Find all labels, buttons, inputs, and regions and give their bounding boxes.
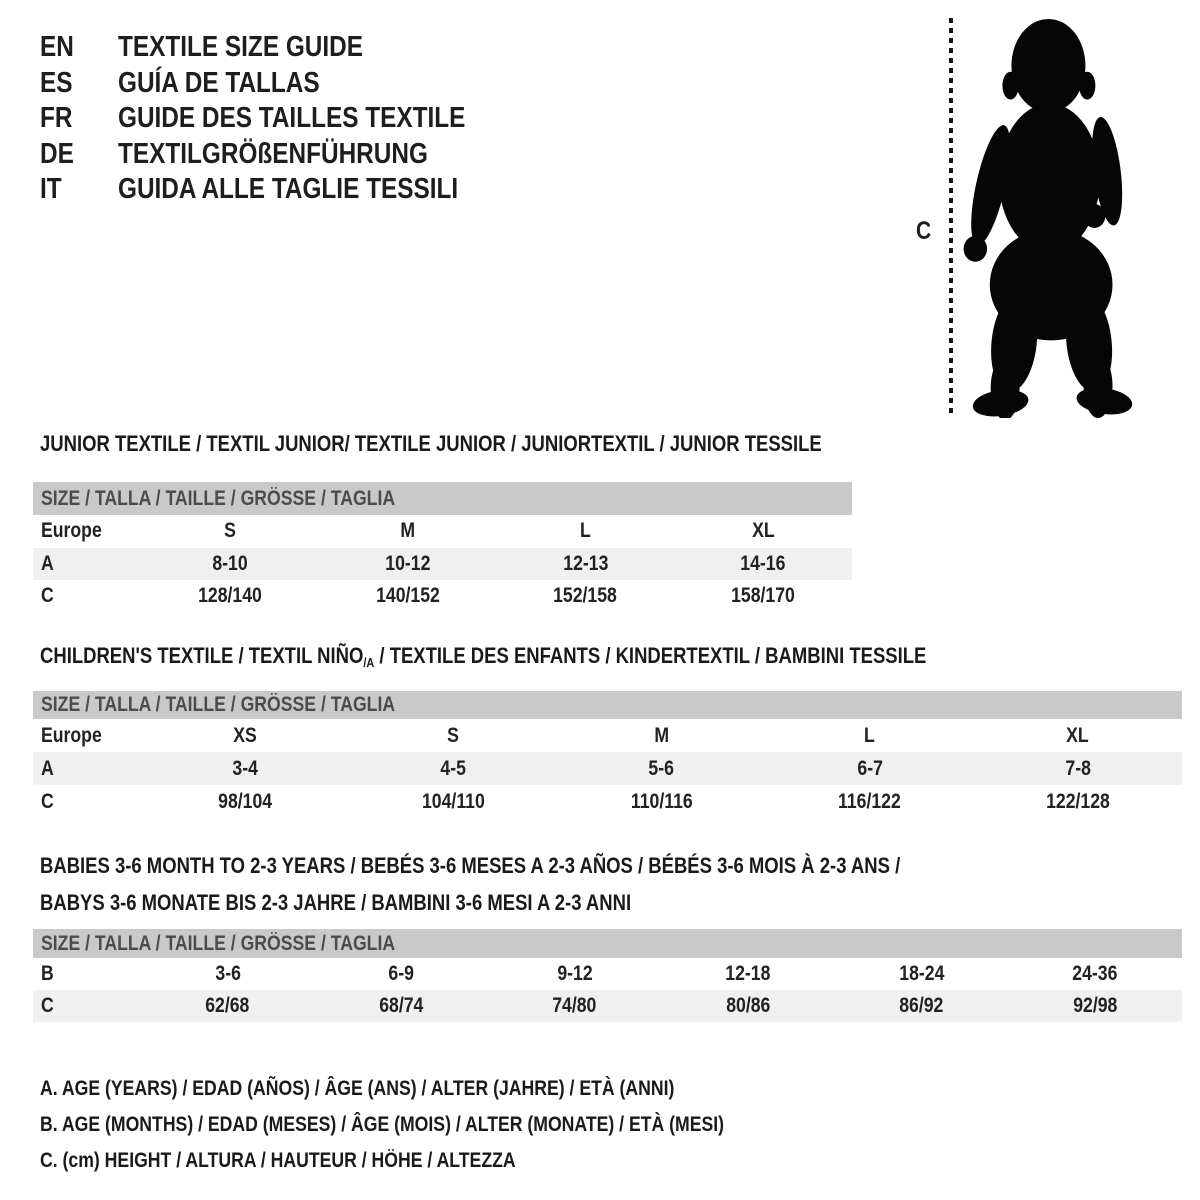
table-cell	[349, 724, 557, 748]
row-label	[33, 994, 141, 1018]
table-cell	[674, 584, 852, 608]
cell-text: 74/80	[552, 994, 597, 1017]
language-code	[40, 138, 118, 171]
table-cell	[141, 757, 349, 781]
cell-text: 4-5	[440, 756, 467, 780]
children-size-table	[33, 691, 1182, 818]
cell-text: 116/122	[838, 789, 902, 813]
language-title	[118, 138, 487, 171]
table-cell	[674, 519, 852, 543]
table-cell	[319, 519, 497, 543]
cell-text: 80/86	[726, 994, 771, 1017]
children-title-rest: / TEXTILE DES ENFANTS / KINDERTEXTIL / BAMBINI TESSILE	[374, 643, 927, 668]
cell-text: L	[864, 723, 876, 747]
table-cell	[315, 962, 489, 986]
children-title-sub: /A	[363, 655, 375, 670]
cell-text: XL	[751, 519, 775, 543]
size-header-text: SIZE / TALLA / TAILLE / GRÖSSE / TAGLIA	[41, 486, 396, 510]
cell-text: 14-16	[740, 551, 786, 575]
table-cell	[662, 962, 836, 986]
measure-legend	[40, 1071, 854, 1179]
cell-text: 12-13	[562, 551, 608, 575]
row-label-text: A	[41, 551, 54, 575]
size-header-bar	[33, 929, 1182, 958]
babies-section-title	[40, 847, 1064, 921]
size-header-bar	[33, 482, 852, 515]
table-cell	[141, 994, 315, 1018]
junior-section-title	[40, 431, 971, 457]
language-row	[40, 66, 532, 102]
cell-text: S	[223, 519, 236, 543]
table-cell	[766, 724, 974, 748]
size-header-bar	[33, 691, 1182, 719]
table-row-europe	[33, 719, 1182, 752]
language-code-text: EN	[40, 31, 74, 64]
table-cell	[974, 790, 1182, 814]
table-cell	[488, 994, 662, 1018]
row-label-text: A	[41, 756, 54, 780]
table-cell	[319, 552, 497, 576]
cell-text: 8-10	[212, 551, 248, 575]
cell-text: M	[400, 519, 415, 543]
cell-text: XL	[1066, 723, 1090, 747]
language-title-text: GUÍA DE TALLAS	[118, 66, 320, 99]
babies-title-line1: BABIES 3-6 MONTH TO 2-3 YEARS / BEBÉS 3-6 MESES A 2-3 AÑOS / BÉBÉS 3-6 MOIS À 2-3 ANS /	[40, 853, 901, 878]
table-row-europe	[33, 515, 852, 548]
cell-text: 24-36	[1072, 962, 1118, 985]
cell-text: 3-4	[232, 756, 258, 780]
table-row-height	[33, 785, 1182, 818]
table-row-height	[33, 580, 852, 613]
table-cell	[766, 757, 974, 781]
table-cell	[557, 724, 765, 748]
table-cell	[766, 790, 974, 814]
row-label-text: C	[41, 994, 54, 1017]
cell-text: 68/74	[379, 994, 424, 1017]
cell-text: M	[654, 723, 669, 747]
language-title-list	[40, 30, 532, 208]
cell-text: 98/104	[218, 789, 273, 813]
legend-line-b: B. AGE (MONTHS) / EDAD (MESES) / ÂGE (MOIS) / ALTER (MONATE) / ETÀ (MESI)	[40, 1113, 725, 1136]
cell-text: 122/128	[1046, 789, 1110, 813]
table-cell	[141, 724, 349, 748]
row-label-text: Europe	[41, 723, 102, 747]
cell-text: 3-6	[214, 962, 241, 985]
language-code-text: IT	[40, 173, 62, 206]
language-row	[40, 30, 532, 66]
table-row-age	[33, 752, 1182, 785]
language-title	[118, 67, 358, 100]
cell-text: XS	[233, 723, 257, 747]
cell-text: 5-6	[648, 756, 675, 780]
cell-text: 18-24	[899, 962, 945, 985]
language-title-text: GUIDE DES TAILLES TEXTILE	[118, 102, 466, 135]
table-cell	[557, 790, 765, 814]
size-header-text: SIZE / TALLA / TAILLE / GRÖSSE / TAGLIA	[41, 931, 396, 955]
cell-text: 128/140	[197, 584, 262, 608]
language-title	[118, 31, 410, 64]
junior-section-title-text: JUNIOR TEXTILE / TEXTIL JUNIOR/ TEXTILE JUNIOR / JUNIORTEXTIL / JUNIOR TESSILE	[40, 431, 822, 456]
language-title-text: TEXTILGRÖßENFÜHRUNG	[118, 137, 428, 170]
language-code-text: ES	[40, 66, 73, 99]
language-code	[40, 173, 118, 206]
row-label	[33, 552, 141, 576]
table-cell	[674, 552, 852, 576]
table-cell	[315, 994, 489, 1018]
table-cell	[1009, 962, 1183, 986]
language-row	[40, 101, 532, 137]
table-cell	[497, 584, 675, 608]
language-code	[40, 102, 118, 135]
cell-text: 12-18	[725, 962, 771, 985]
table-cell	[497, 552, 675, 576]
table-cell	[557, 757, 765, 781]
row-label	[33, 724, 141, 748]
height-measure-dashed-line	[949, 18, 953, 417]
language-code-text: FR	[40, 102, 73, 135]
cell-text: 9-12	[557, 962, 593, 985]
table-cell	[835, 994, 1009, 1018]
legend-line-c: C. (cm) HEIGHT / ALTURA / HAUTEUR / HÖHE / ALTEZZA	[40, 1149, 516, 1172]
table-cell	[141, 962, 315, 986]
height-measure-label-text: C	[916, 217, 932, 245]
language-row	[40, 172, 532, 208]
row-label	[33, 519, 141, 543]
cell-text: L	[579, 519, 591, 543]
language-code	[40, 67, 118, 100]
cell-text: 104/110	[421, 789, 485, 813]
table-cell	[141, 584, 319, 608]
row-label	[33, 584, 141, 608]
table-cell	[349, 790, 557, 814]
table-cell	[319, 584, 497, 608]
row-label	[33, 757, 141, 781]
table-cell	[141, 552, 319, 576]
cell-text: 7-8	[1065, 756, 1091, 780]
babies-title-line2: BABYS 3-6 MONATE BIS 2-3 JAHRE / BAMBINI 3-6 MESI A 2-3 ANNI	[40, 890, 632, 915]
cell-text: 158/170	[731, 584, 796, 608]
table-cell	[974, 724, 1182, 748]
language-code-text: DE	[40, 137, 74, 170]
legend-line-a: A. AGE (YEARS) / EDAD (AÑOS) / ÂGE (ANS) / ALTER (JAHRE) / ETÀ (ANNI)	[40, 1077, 675, 1100]
language-title-text: GUIDA ALLE TAGLIE TESSILI	[118, 173, 459, 206]
junior-size-table	[33, 482, 852, 613]
table-cell	[497, 519, 675, 543]
children-title-main: CHILDREN'S TEXTILE / TEXTIL NIÑO	[40, 643, 364, 668]
table-cell	[141, 519, 319, 543]
height-measure-label	[916, 217, 934, 246]
table-row-height	[33, 990, 1182, 1022]
cell-text: 6-7	[856, 756, 883, 780]
size-header-text: SIZE / TALLA / TAILLE / GRÖSSE / TAGLIA	[41, 693, 396, 716]
cell-text: 92/98	[1073, 994, 1118, 1017]
row-label-text: Europe	[41, 519, 102, 543]
language-code	[40, 31, 118, 64]
row-label-text: B	[41, 962, 54, 985]
table-cell	[141, 790, 349, 814]
row-label	[33, 962, 141, 986]
table-cell	[974, 757, 1182, 781]
row-label-text: C	[41, 789, 54, 813]
children-section-title-text	[40, 643, 926, 676]
toddler-silhouette	[960, 14, 1145, 418]
table-cell	[662, 994, 836, 1018]
row-label-text: C	[41, 584, 54, 608]
language-title	[118, 102, 532, 135]
table-cell	[835, 962, 1009, 986]
cell-text: 62/68	[205, 994, 250, 1017]
table-row-age-months	[33, 958, 1182, 990]
table-cell	[488, 962, 662, 986]
table-cell	[349, 757, 557, 781]
row-label	[33, 790, 141, 814]
cell-text: S	[447, 723, 460, 747]
cell-text: 110/116	[630, 789, 693, 813]
table-cell	[1009, 994, 1183, 1018]
language-title	[118, 173, 523, 206]
cell-text: 6-9	[388, 962, 414, 985]
language-row	[40, 137, 532, 173]
children-section-title	[40, 643, 1095, 676]
cell-text: 140/152	[375, 584, 440, 608]
cell-text: 152/158	[553, 584, 618, 608]
language-title-text: TEXTILE SIZE GUIDE	[118, 31, 363, 64]
cell-text: 10-12	[385, 551, 431, 575]
table-row-age	[33, 548, 852, 581]
babies-size-table	[33, 929, 1182, 1022]
cell-text: 86/92	[899, 994, 944, 1017]
